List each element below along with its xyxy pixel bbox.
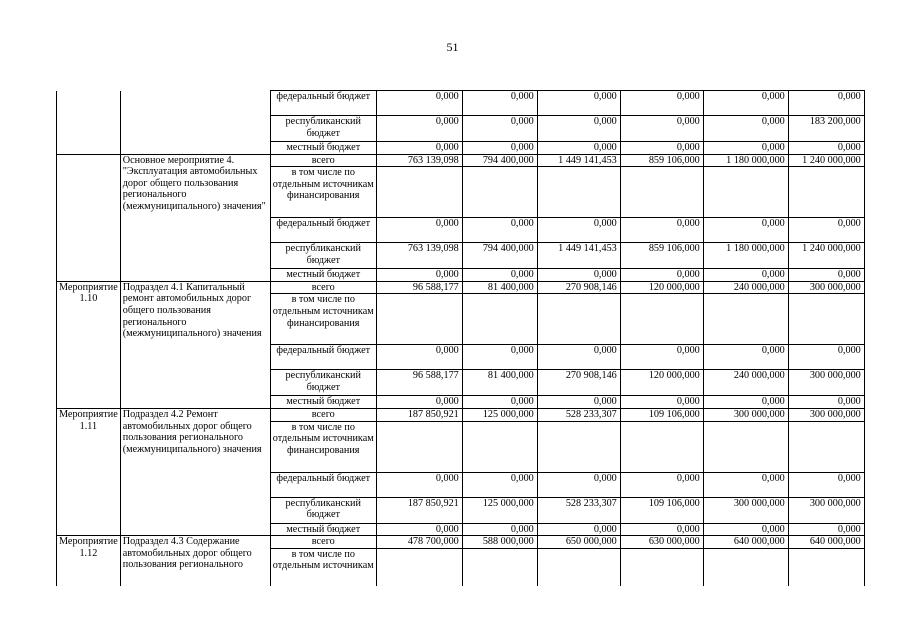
value-cell: 0,000 xyxy=(703,142,788,155)
value-cell: 0,000 xyxy=(537,218,620,243)
source-cell: республиканский бюджет xyxy=(270,497,376,523)
value-cell: 794 400,000 xyxy=(462,154,537,167)
value-cell: 528 233,307 xyxy=(537,408,620,421)
value-cell: 0,000 xyxy=(462,142,537,155)
value-cell: 640 000,000 xyxy=(703,536,788,549)
table-row xyxy=(57,536,865,549)
code-cell xyxy=(57,154,121,281)
value-cell: 125 000,000 xyxy=(462,497,537,523)
source-cell: местный бюджет xyxy=(270,269,376,282)
source-cell: местный бюджет xyxy=(270,142,376,155)
page-number: 51 xyxy=(446,40,459,54)
value-cell: 0,000 xyxy=(376,396,462,409)
value-cell: 0,000 xyxy=(376,116,462,142)
value-cell: 650 000,000 xyxy=(537,536,620,549)
value-cell: 0,000 xyxy=(703,523,788,536)
value-cell: 0,000 xyxy=(537,472,620,497)
table-row xyxy=(57,91,865,116)
value-cell: 0,000 xyxy=(462,269,537,282)
value-cell: 0,000 xyxy=(537,396,620,409)
name-cell: Основное мероприятие 4. "Эксплуатация автомобильных дорог общего пользования регионального (межмуниципального) значения" xyxy=(120,154,270,281)
source-cell: в том числе по отдельным источникам финансирования xyxy=(270,421,376,472)
source-cell: в том числе по отдельным источникам финансирования xyxy=(270,294,376,345)
value-cell: 0,000 xyxy=(620,142,703,155)
value-cell: 1 449 141,453 xyxy=(537,243,620,269)
value-cell: 1 180 000,000 xyxy=(703,243,788,269)
value-cell: 109 106,000 xyxy=(620,408,703,421)
code-cell: Мероприятие 1.12 xyxy=(57,536,121,587)
value-cell: 763 139,098 xyxy=(376,154,462,167)
source-cell: в том числе по отдельным источникам xyxy=(270,548,376,586)
value-cell: 0,000 xyxy=(376,142,462,155)
value-cell: 0,000 xyxy=(703,218,788,243)
value-cell: 0,000 xyxy=(788,472,864,497)
value-cell: 0,000 xyxy=(788,396,864,409)
value-cell: 240 000,000 xyxy=(703,370,788,396)
source-cell: местный бюджет xyxy=(270,396,376,409)
value-cell: 0,000 xyxy=(788,218,864,243)
value-cell: 1 449 141,453 xyxy=(537,154,620,167)
value-cell: 794 400,000 xyxy=(462,243,537,269)
value-cell: 0,000 xyxy=(537,91,620,116)
value-cell: 0,000 xyxy=(620,269,703,282)
value-cell: 0,000 xyxy=(376,269,462,282)
value-cell: 0,000 xyxy=(620,91,703,116)
value-cell: 0,000 xyxy=(537,345,620,370)
value-cell: 0,000 xyxy=(620,523,703,536)
name-cell: Подраздел 4.3 Содержание автомобильных дорог общего пользования регионального xyxy=(120,536,270,587)
value-cell: 183 200,000 xyxy=(788,116,864,142)
value-cell: 1 240 000,000 xyxy=(788,243,864,269)
value-cell: 120 000,000 xyxy=(620,370,703,396)
value-cell: 0,000 xyxy=(703,91,788,116)
value-cell: 0,000 xyxy=(537,142,620,155)
value-cell: 0,000 xyxy=(703,269,788,282)
value-cell: 300 000,000 xyxy=(703,408,788,421)
value-cell: 187 850,921 xyxy=(376,408,462,421)
value-cell: 0,000 xyxy=(462,472,537,497)
budget-table xyxy=(56,90,865,586)
source-cell: республиканский бюджет xyxy=(270,243,376,269)
source-cell: федеральный бюджет xyxy=(270,91,376,116)
table-row xyxy=(57,281,865,294)
value-cell: 300 000,000 xyxy=(788,408,864,421)
source-cell: республиканский бюджет xyxy=(270,116,376,142)
code-cell: Мероприятие 1.10 xyxy=(57,281,121,408)
value-cell: 478 700,000 xyxy=(376,536,462,549)
value-cell: 270 908,146 xyxy=(537,281,620,294)
value-cell: 0,000 xyxy=(620,116,703,142)
value-cell: 300 000,000 xyxy=(788,370,864,396)
value-cell: 125 000,000 xyxy=(462,408,537,421)
name-cell xyxy=(120,91,270,155)
value-cell: 0,000 xyxy=(462,345,537,370)
value-cell: 0,000 xyxy=(376,472,462,497)
value-cell: 81 400,000 xyxy=(462,370,537,396)
source-cell: федеральный бюджет xyxy=(270,472,376,497)
value-cell: 0,000 xyxy=(620,396,703,409)
value-cell: 0,000 xyxy=(462,91,537,116)
value-cell: 0,000 xyxy=(376,523,462,536)
value-cell: 0,000 xyxy=(620,472,703,497)
source-cell: всего xyxy=(270,154,376,167)
value-cell: 96 588,177 xyxy=(376,370,462,396)
value-cell: 0,000 xyxy=(788,142,864,155)
value-cell: 528 233,307 xyxy=(537,497,620,523)
code-cell: Мероприятие 1.11 xyxy=(57,408,121,535)
value-cell: 588 000,000 xyxy=(462,536,537,549)
value-cell: 0,000 xyxy=(537,269,620,282)
value-cell: 300 000,000 xyxy=(788,497,864,523)
source-cell: в том числе по отдельным источникам финансирования xyxy=(270,167,376,218)
name-cell: Подраздел 4.2 Ремонт автомобильных дорог общего пользования регионального (межмуниципального) значения xyxy=(120,408,270,535)
value-cell: 300 000,000 xyxy=(788,281,864,294)
value-cell: 96 588,177 xyxy=(376,281,462,294)
value-cell: 0,000 xyxy=(376,218,462,243)
value-cell: 859 106,000 xyxy=(620,154,703,167)
source-cell: федеральный бюджет xyxy=(270,345,376,370)
source-cell: всего xyxy=(270,281,376,294)
value-cell: 0,000 xyxy=(788,269,864,282)
value-cell: 240 000,000 xyxy=(703,281,788,294)
value-cell: 0,000 xyxy=(788,345,864,370)
value-cell: 0,000 xyxy=(703,472,788,497)
value-cell: 640 000,000 xyxy=(788,536,864,549)
source-cell: республиканский бюджет xyxy=(270,370,376,396)
value-cell: 0,000 xyxy=(703,345,788,370)
source-cell: всего xyxy=(270,536,376,549)
source-cell: местный бюджет xyxy=(270,523,376,536)
source-cell: федеральный бюджет xyxy=(270,218,376,243)
value-cell: 0,000 xyxy=(462,218,537,243)
value-cell: 0,000 xyxy=(462,523,537,536)
value-cell: 1 180 000,000 xyxy=(703,154,788,167)
value-cell: 0,000 xyxy=(788,523,864,536)
value-cell: 300 000,000 xyxy=(703,497,788,523)
value-cell: 0,000 xyxy=(376,91,462,116)
value-cell: 120 000,000 xyxy=(620,281,703,294)
value-cell: 0,000 xyxy=(703,396,788,409)
value-cell: 763 139,098 xyxy=(376,243,462,269)
value-cell: 859 106,000 xyxy=(620,243,703,269)
table-row xyxy=(57,154,865,167)
table-row xyxy=(57,408,865,421)
value-cell: 81 400,000 xyxy=(462,281,537,294)
source-cell: всего xyxy=(270,408,376,421)
value-cell: 0,000 xyxy=(376,345,462,370)
value-cell: 0,000 xyxy=(620,218,703,243)
value-cell: 0,000 xyxy=(537,116,620,142)
value-cell: 1 240 000,000 xyxy=(788,154,864,167)
value-cell: 0,000 xyxy=(620,345,703,370)
value-cell: 0,000 xyxy=(462,396,537,409)
name-cell: Подраздел 4.1 Капитальный ремонт автомобильных дорог общего пользования регионального (межмуниципального) значения xyxy=(120,281,270,408)
code-cell xyxy=(57,91,121,155)
value-cell: 0,000 xyxy=(462,116,537,142)
value-cell: 109 106,000 xyxy=(620,497,703,523)
value-cell: 630 000,000 xyxy=(620,536,703,549)
value-cell: 187 850,921 xyxy=(376,497,462,523)
value-cell: 0,000 xyxy=(537,523,620,536)
value-cell: 0,000 xyxy=(788,91,864,116)
value-cell: 270 908,146 xyxy=(537,370,620,396)
value-cell: 0,000 xyxy=(703,116,788,142)
